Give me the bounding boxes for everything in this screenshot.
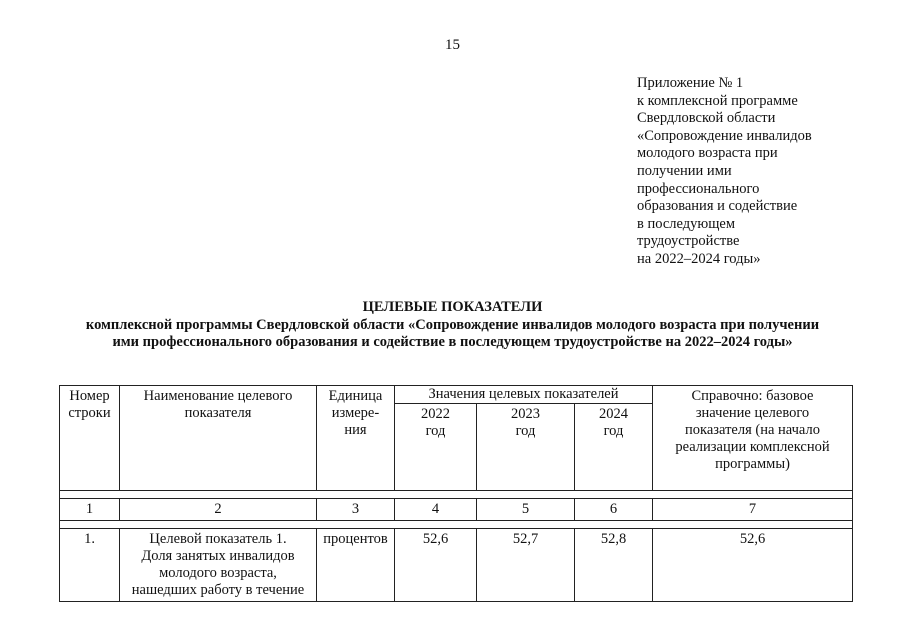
header-text: строки [68,405,111,421]
header-text: ния [344,422,367,438]
header-text: Единица [328,388,383,404]
table-row [60,529,853,602]
indicator-name-line: нашедших работу в течение [131,582,305,598]
header-text: показателя (на начало [685,422,820,438]
appendix-line: трудоустройстве [637,233,740,250]
header-text: Наименование целевого [143,388,293,404]
column-number: 6 [575,499,653,521]
table-spacer [60,491,853,499]
header-year-2023 [477,404,575,491]
header-text: год [603,423,624,439]
header-year-2024 [575,404,653,491]
header-text: Номер [69,388,110,404]
indicator-name-line: Целевой показатель 1. [149,531,287,547]
header-text: программы) [715,456,790,472]
indicator-name [120,529,317,602]
indicator-unit: процентов [317,529,395,602]
header-text: 2024 [599,406,628,422]
appendix-line: «Сопровождение инвалидов [637,127,812,144]
header-indicator-name [120,386,317,491]
target-indicators-table [59,385,853,602]
value-2024: 52,8 [575,529,653,602]
appendix-line: Свердловской области [637,110,776,127]
base-value: 52,6 [653,529,853,602]
column-number: 5 [477,499,575,521]
spacer-cell [60,491,853,499]
header-text: значение целевого [695,405,810,421]
appendix-note [637,75,887,269]
title-line-1: комплексной программы Свердловской области «Сопровождение инвалидов молодого возраста при получении [85,316,820,333]
spacer-cell [60,521,853,529]
appendix-line: в последующем [637,215,735,232]
appendix-line: на 2022–2024 годы» [637,250,761,267]
title-line-2: ими профессионального образования и содействие в последующем трудоустройстве на 2022–2024 годы» [112,334,793,350]
header-unit [317,386,395,491]
title-heading: ЦЕЛЕВЫЕ ПОКАЗАТЕЛИ [362,299,543,315]
header-reference [653,386,853,491]
appendix-line: получении ими [637,162,732,179]
column-number: 2 [120,499,317,521]
appendix-line: образования и содействие [637,198,798,215]
row-number: 1. [60,529,120,602]
header-row-number [60,386,120,491]
header-text: год [515,423,536,439]
header-text: Справочно: базовое [691,388,814,404]
value-2023: 52,7 [477,529,575,602]
header-text: показателя [184,405,252,421]
table-spacer [60,521,853,529]
appendix-line: профессионального [637,180,760,197]
appendix-line: Приложение № 1 [637,75,744,91]
header-text: 2022 [421,406,450,422]
header-text: 2023 [511,406,540,422]
column-number: 3 [317,499,395,521]
appendix-line: молодого возраста при [637,145,778,162]
header-year-2022 [395,404,477,491]
appendix-line: к комплексной программе [637,92,798,109]
header-text: реализации комплексной [675,439,830,455]
header-text: год [425,423,446,439]
header-text: измере- [331,405,380,421]
column-number-row [60,499,853,521]
column-number: 4 [395,499,477,521]
indicator-name-line: Доля занятых инвалидов [141,548,295,564]
indicator-name-line: молодого возраста, [159,565,277,581]
document-title [20,299,885,352]
page-number: 15 [445,37,460,53]
table-header-row [60,386,853,404]
value-2022: 52,6 [395,529,477,602]
column-number: 7 [653,499,853,521]
header-values-group: Значения целевых показателей [395,386,653,404]
column-number: 1 [60,499,120,521]
